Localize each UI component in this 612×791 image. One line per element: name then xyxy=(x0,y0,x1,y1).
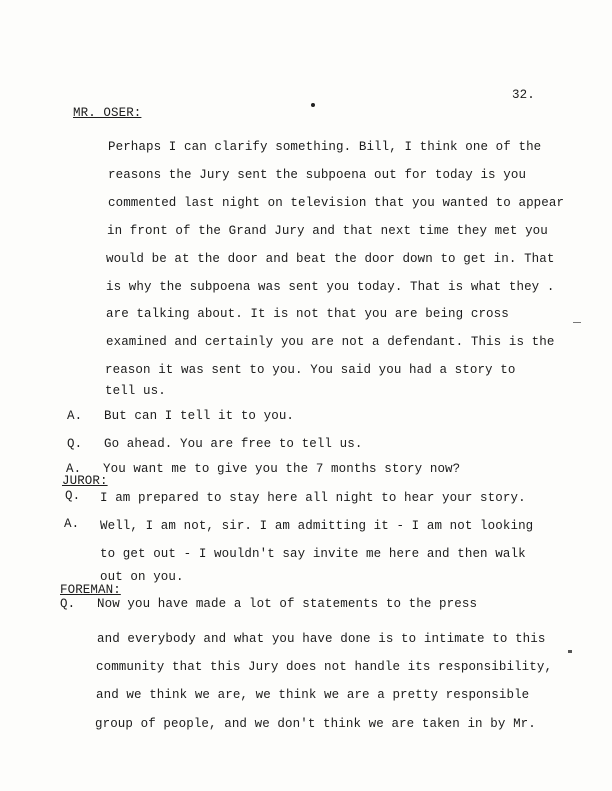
statement-line: in front of the Grand Jury and that next time they met you xyxy=(107,224,548,238)
speaker-juror: JUROR: xyxy=(62,474,108,488)
statement-line: tell us. xyxy=(105,384,166,398)
statement-line: is why the subpoena was sent you today. That is what they . xyxy=(106,280,555,294)
exchange-label: A. xyxy=(66,462,82,476)
statement-line: commented last night on television that you wanted to appear xyxy=(108,196,565,210)
statement-line: reason it was sent to you. You said you had a story to xyxy=(105,363,516,377)
exchange-text: Go ahead. You are free to tell us. xyxy=(104,437,363,451)
exchange-text: Well, I am not, sir. I am admitting it - I am not looking xyxy=(100,519,534,533)
question-line: group of people, and we don't think we are taken in by Mr. xyxy=(95,717,536,731)
exchange-label: A. xyxy=(67,409,83,423)
speaker-mr-oser: MR. OSER: xyxy=(73,106,142,120)
question-line: and we think we are, we think we are a pretty responsible xyxy=(96,688,530,702)
exchange-text: You want me to give you the 7 months story now? xyxy=(103,462,461,476)
ink-dot xyxy=(311,103,315,107)
statement-line: Perhaps I can clarify something. Bill, I think one of the xyxy=(108,140,542,154)
question-line: Now you have made a lot of statements to the press xyxy=(97,597,478,611)
answer-line: out on you. xyxy=(100,570,184,584)
exchange-text: But can I tell it to you. xyxy=(104,409,295,423)
statement-line: examined and certainly you are not a defendant. This is the xyxy=(106,335,555,349)
answer-line: to get out - I wouldn't say invite me here and then walk xyxy=(100,547,526,561)
margin-mark xyxy=(573,322,581,323)
page-number: 32. xyxy=(512,88,535,102)
question-line: and everybody and what you have done is to intimate to this xyxy=(97,632,546,646)
exchange-label: Q. xyxy=(67,437,83,451)
statement-line: are talking about. It is not that you are being cross xyxy=(106,307,509,321)
speaker-foreman: FOREMAN: xyxy=(60,583,121,597)
margin-mark xyxy=(568,650,572,653)
statement-line: would be at the door and beat the door down to get in. That xyxy=(106,252,555,266)
exchange-label: Q. xyxy=(65,489,81,503)
exchange-text: I am prepared to stay here all night to hear your story. xyxy=(100,491,526,505)
exchange-label: A. xyxy=(64,517,80,531)
question-line: community that this Jury does not handle its responsibility, xyxy=(96,660,553,674)
question-label: Q. xyxy=(60,597,76,611)
statement-line: reasons the Jury sent the subpoena out for today is you xyxy=(108,168,527,182)
